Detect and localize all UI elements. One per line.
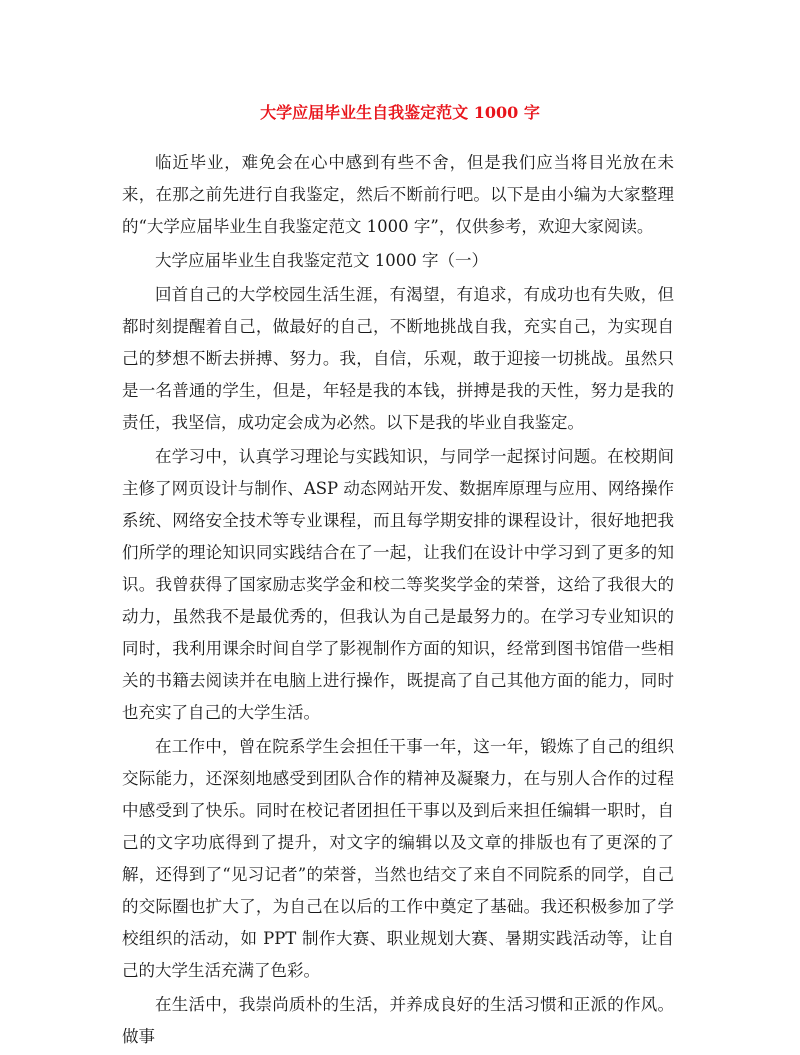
body-paragraph-review: 回首自己的大学校园生活生涯，有渴望，有追求，有成功也有失败，但都时刻提醒着自己，做最好的自己，不断地挑战自我，充实自己，为实现自己的梦想不断去拼搏、努力。我，自信，乐观，敢于迎接一切挑战。虽然只是一名普通的学生，但是，年轻是我的本钱，拼搏是我的天性，努力是我的责任，我坚信，成功定会成为必然。以下是我的毕业自我鉴定。 bbox=[122, 285, 674, 432]
section-heading: 大学应届毕业生自我鉴定范文 1000 字（一） bbox=[155, 251, 488, 270]
intro-paragraph: 临近毕业，难免会在心中感到有些不舍，但是我们应当将目光放在未来，在那之前先进行自我鉴定，然后不断前行吧。以下是由小编为大家整理的“大学应届毕业生自我鉴定范文 1000 字”，仅供参考，欢迎大家阅读。 bbox=[122, 153, 674, 236]
body-paragraph-work: 在工作中，曾在院系学生会担任干事一年，这一年，锻炼了自己的组织交际能力，还深刻地感受到团队合作的精神及凝聚力，在与别人合作的过程中感受到了快乐。同时在校记者团担任干事以及到后来担任编辑一职时，自己的文字功底得到了提升，对文字的编辑以及文章的排版也有了更深的了解，还得到了“见习记者”的荣誉，当然也结交了来自不同院系的同学，自己的交际圈也扩大了，为自己在以后的工作中奠定了基础。我还积极参加了学校组织的活动，如 PPT 制作大赛、职业规划大赛、暑期实践活动等，让自己的大学生活充满了色彩。 bbox=[122, 737, 674, 980]
body-paragraph-life: 在生活中，我崇尚质朴的生活，并养成良好的生活习惯和正派的作风。做事 bbox=[122, 995, 674, 1046]
document-body bbox=[122, 147, 674, 1055]
body-paragraph-study: 在学习中，认真学习理论与实践知识，与同学一起探讨问题。在校期间主修了网页设计与制作、ASP 动态网站开发、数据库原理与应用、网络操作系统、网络安全技术等专业课程，而且每学期安排的课程设计，很好地把我们所学的理论知识同实践结合在了一起，让我们在设计中学习到了更多的知识。我曾获得了国家励志奖学金和校二等奖奖学金的荣誉，这给了我很大的动力，虽然我不是最优秀的，但我认为自己是最努力的。在学习专业知识的同时，我利用课余时间自学了影视制作方面的知识，经常到图书馆借一些相关的书籍去阅读并在电脑上进行操作，既提高了自己其他方面的能力，同时也充实了自己的大学生活。 bbox=[122, 447, 674, 722]
document-title: 大学应届毕业生自我鉴定范文 1000 字 bbox=[260, 103, 540, 122]
